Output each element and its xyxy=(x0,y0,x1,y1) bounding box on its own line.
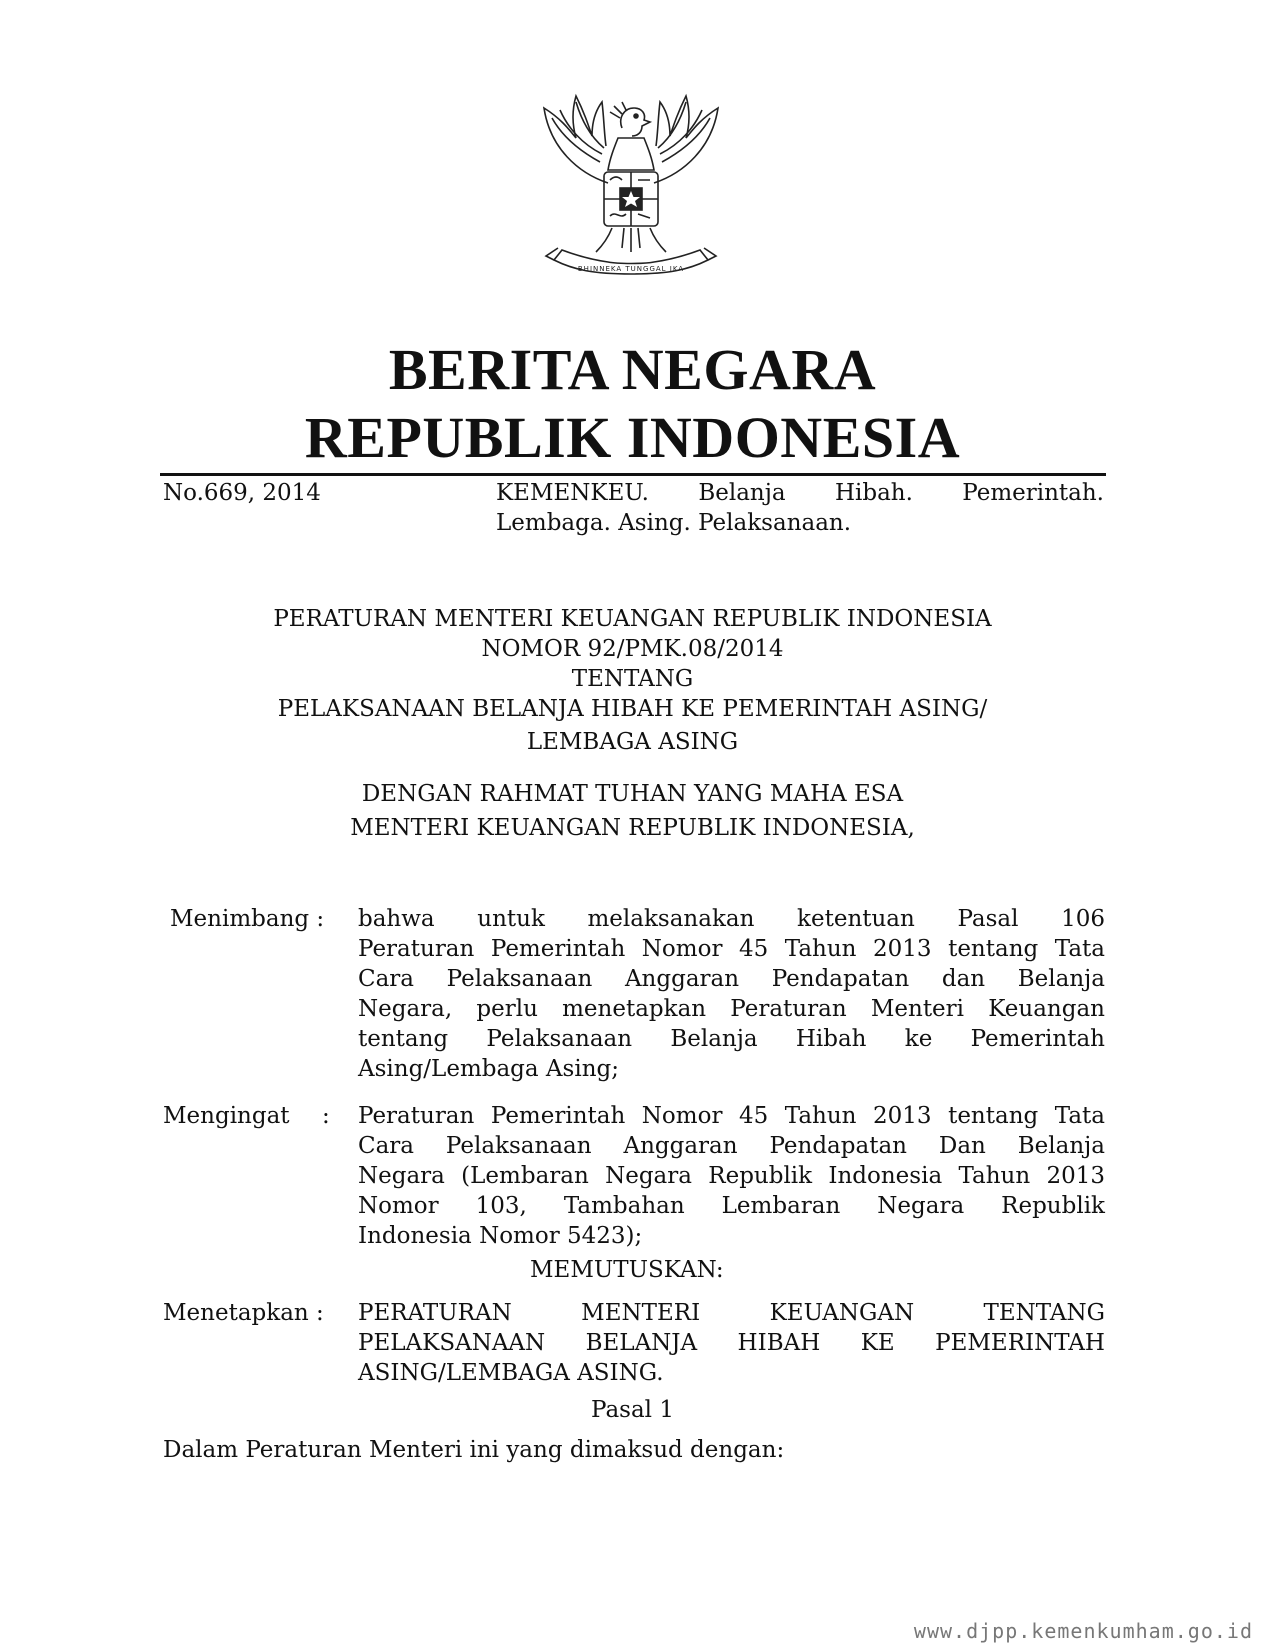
gazette-number: No.669, 2014 xyxy=(163,480,321,506)
mengingat-line: Cara Pelaksanaan Anggaran Pendapatan Dan Belanja xyxy=(358,1133,1105,1159)
mengingat-line: Negara (Lembaran Negara Republik Indonesia Tahun 2013 xyxy=(358,1163,1105,1189)
footer-url-link[interactable]: www.djpp.kemenkumham.go.id xyxy=(913,1619,1253,1643)
gazette-subject xyxy=(496,478,1104,538)
menimbang-line: bahwa untuk melaksanakan ketentuan Pasal 106 xyxy=(358,906,1105,932)
preamble-rahmat: DENGAN RAHMAT TUHAN YANG MAHA ESA xyxy=(361,781,904,807)
menimbang-line: Cara Pelaksanaan Anggaran Pendapatan dan Belanja xyxy=(358,966,1105,992)
mengingat-line: Nomor 103, Tambahan Lembaran Negara Republik xyxy=(358,1193,1105,1219)
menetapkan-line: PERATURAN MENTERI KEUANGAN TENTANG xyxy=(358,1300,1105,1326)
gazette-title-line1: BERITA NEGARA xyxy=(388,337,877,402)
menimbang-text xyxy=(358,904,1105,1084)
garuda-emblem-icon xyxy=(538,88,724,288)
menetapkan-text xyxy=(358,1298,1105,1388)
regulation-heading-line1: PERATURAN MENTERI KEUANGAN REPUBLIK INDONESIA xyxy=(273,606,992,632)
gazette-title-line2: REPUBLIK INDONESIA xyxy=(304,405,961,470)
regulation-subject-line1: PELAKSANAAN BELANJA HIBAH KE PEMERINTAH ASING/ xyxy=(277,696,988,722)
mengingat-line: Peraturan Pemerintah Nomor 45 Tahun 2013 tentang Tata xyxy=(358,1103,1105,1129)
regulation-number: NOMOR 92/PMK.08/2014 xyxy=(481,636,784,662)
menetapkan-label: Menetapkan : xyxy=(163,1300,324,1326)
preamble-menteri: MENTERI KEUANGAN REPUBLIK INDONESIA, xyxy=(350,815,915,841)
pasal-intro: Dalam Peraturan Menteri ini yang dimaksud dengan: xyxy=(163,1437,785,1463)
title-divider xyxy=(160,473,1106,476)
menimbang-label: Menimbang : xyxy=(170,906,325,932)
memutuskan-heading: MEMUTUSKAN: xyxy=(530,1257,724,1283)
menimbang-line: Peraturan Pemerintah Nomor 45 Tahun 2013 tentang Tata xyxy=(358,936,1105,962)
regulation-tentang: TENTANG xyxy=(571,666,694,692)
mengingat-line: Indonesia Nomor 5423); xyxy=(358,1223,643,1249)
subject-line2: Lembaga. Asing. Pelaksanaan. xyxy=(496,510,852,536)
pasal-heading: Pasal 1 xyxy=(591,1397,674,1423)
menetapkan-line: ASING/LEMBAGA ASING. xyxy=(358,1360,664,1386)
mengingat-label: Mengingat xyxy=(163,1103,290,1129)
menimbang-line: tentang Pelaksanaan Belanja Hibah ke Pemerintah xyxy=(358,1026,1105,1052)
menimbang-line: Negara, perlu menetapkan Peraturan Menteri Keuangan xyxy=(358,996,1105,1022)
mengingat-colon: : xyxy=(322,1103,330,1129)
regulation-subject-line2: LEMBAGA ASING xyxy=(526,729,739,755)
menetapkan-line: PELAKSANAAN BELANJA HIBAH KE PEMERINTAH xyxy=(358,1330,1105,1356)
menimbang-line: Asing/Lembaga Asing; xyxy=(358,1056,619,1082)
emblem-motto: BHINNEKA TUNGGAL IKA xyxy=(577,265,685,273)
mengingat-text xyxy=(358,1101,1105,1251)
subject-line1: KEMENKEU. Belanja Hibah. Pemerintah. xyxy=(496,480,1104,506)
